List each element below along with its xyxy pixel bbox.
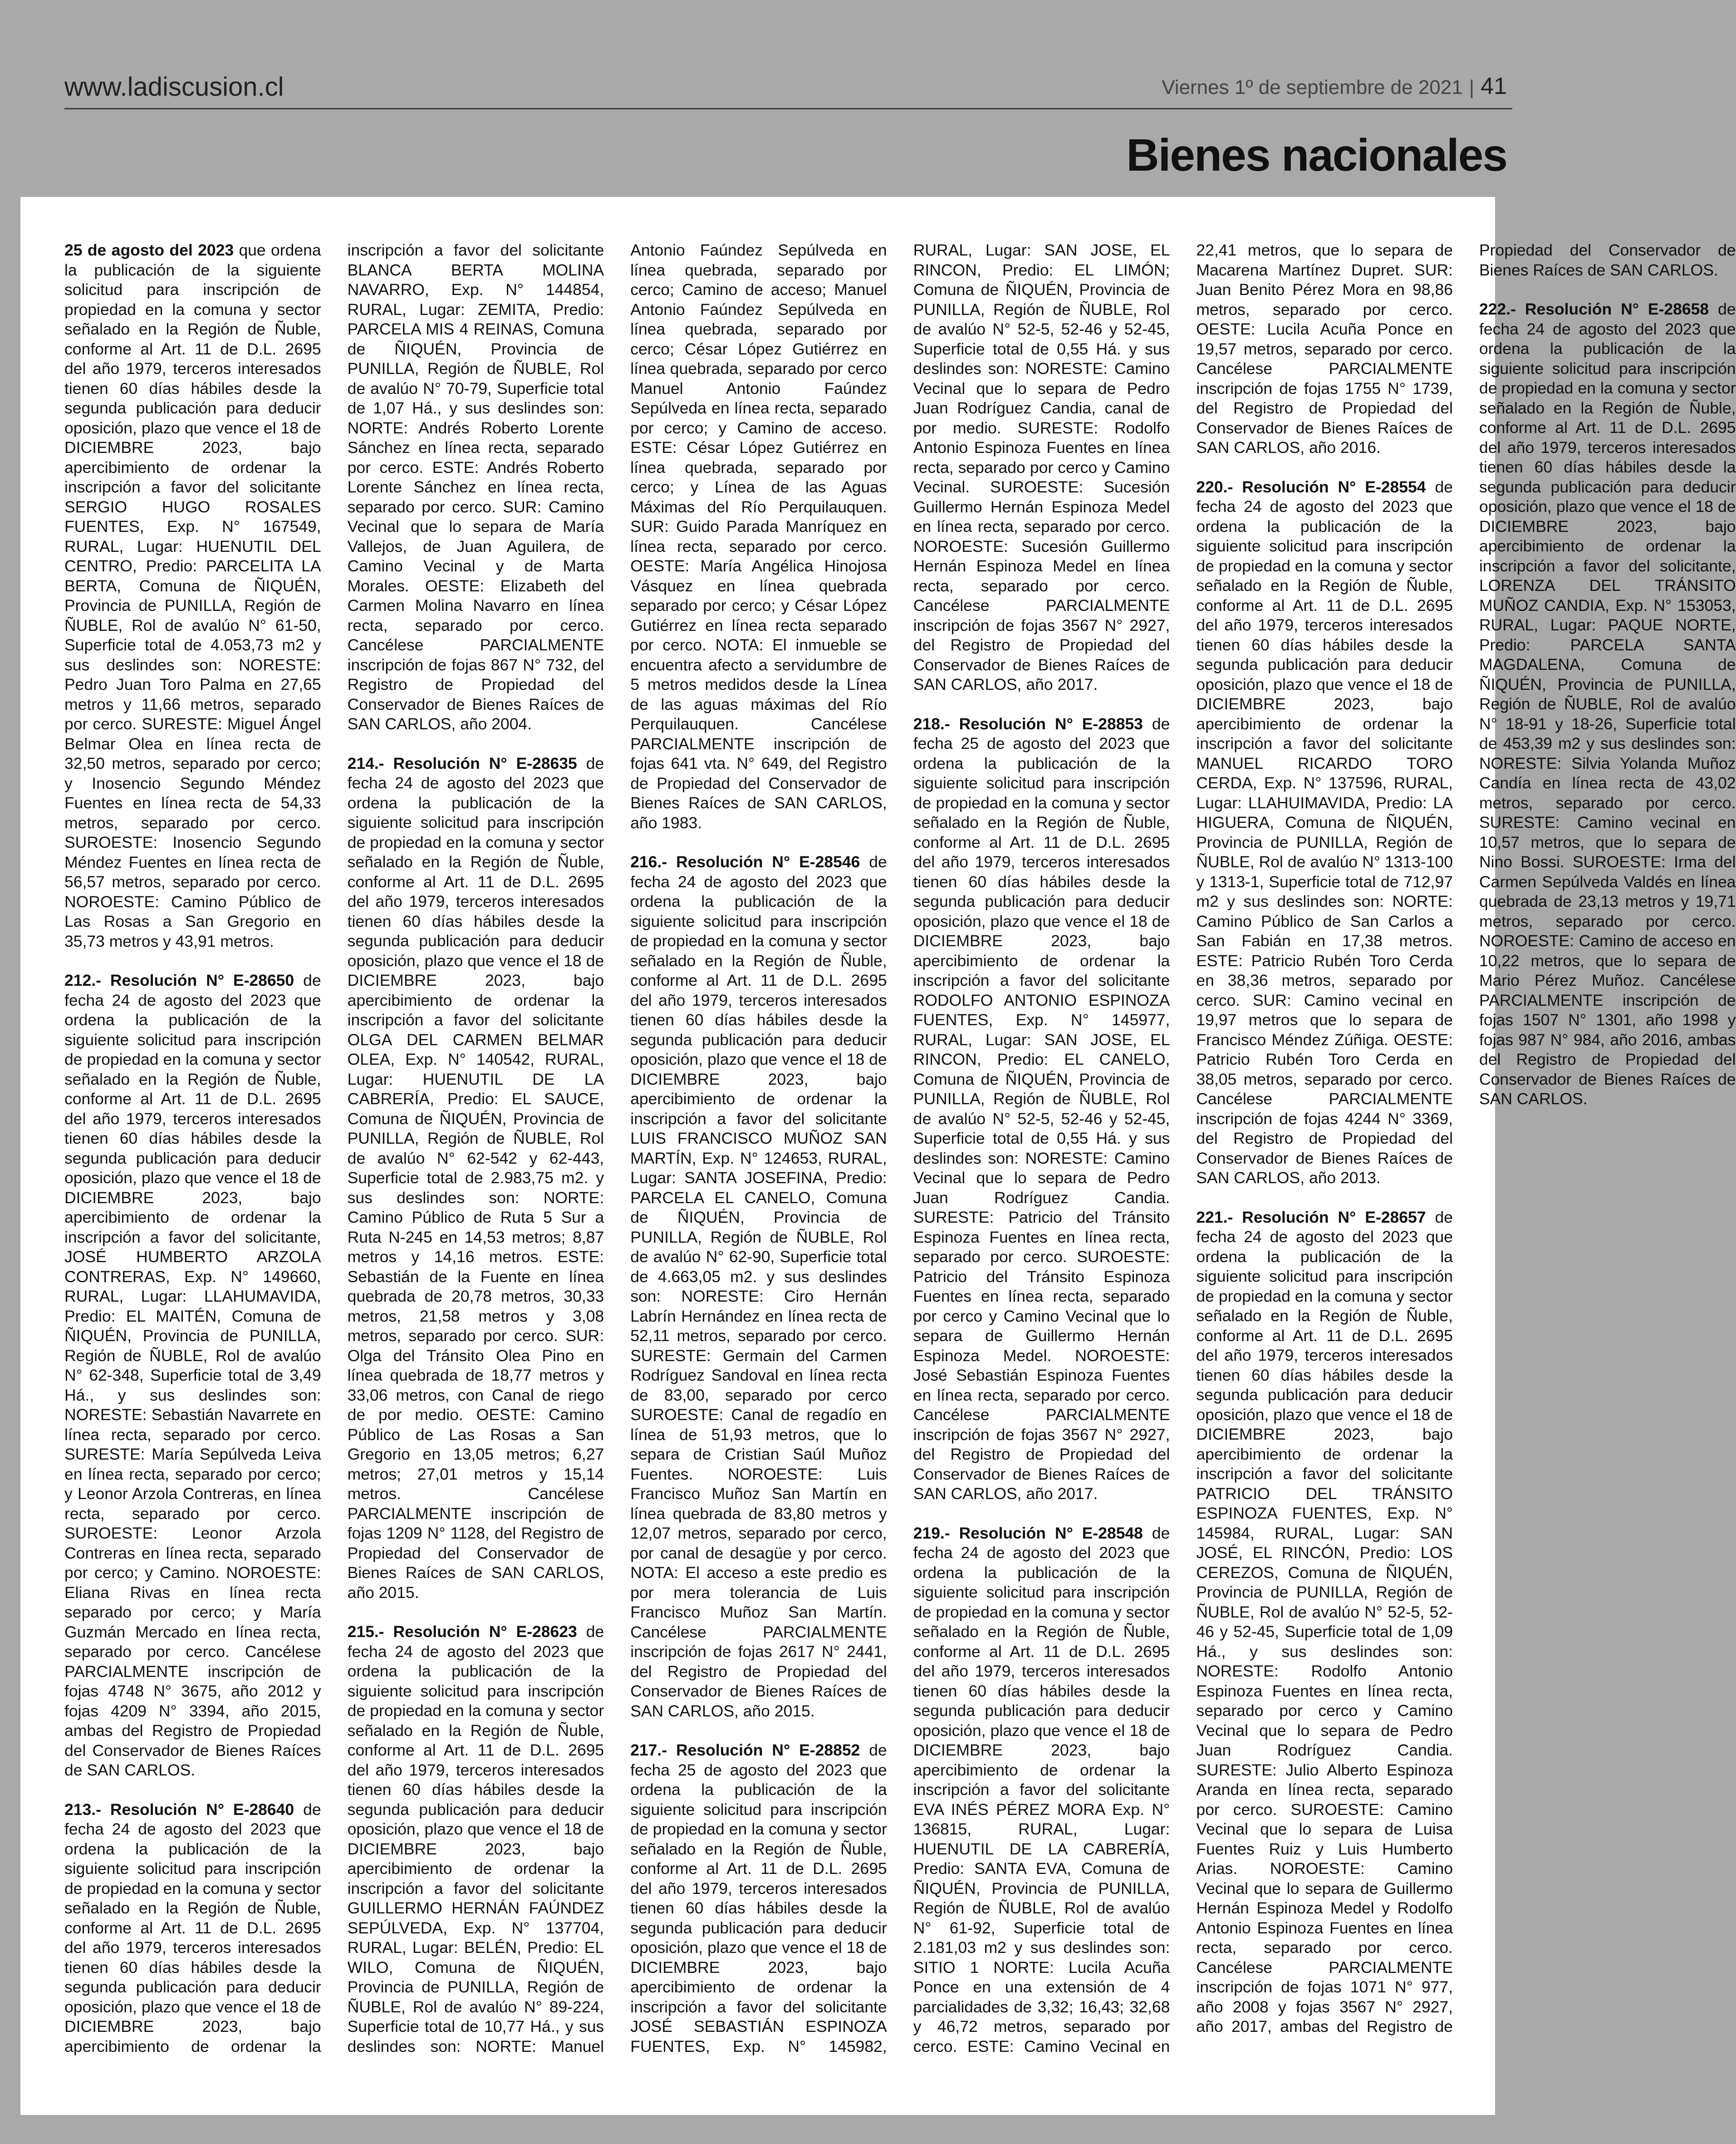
notice-entry xyxy=(348,754,604,1603)
notice-lead: 222.- Resolución N° E-28658 xyxy=(1479,300,1709,318)
notice-entry xyxy=(1479,300,1736,1109)
notice-body: de fecha 24 de agosto del 2023 que ordena la publicación de la siguiente solicitud para inscripción de propiedad en la comuna y sector señalado en la Región de Ñuble, conforme al Art. 11 de D.L. 2695 del año 1979, terceros interesados tienen 60 días hábiles desde la segunda publicación para deducir oposición, plazo que vence el 18 de DICIEMBRE 2023, bajo apercibimiento de ordenar la inscripción a favor del solicitante PATRICIO DEL TRÁNSITO ESPINOZA FUENTES, Exp. N° 145984, RURAL, Lugar: SAN JOSÉ, EL RINCÓN, Predio: LOS CEREZOS, Comuna de ÑIQUÉN, Provincia de PUNILLA, Región de ÑUBLE, Rol de avalúo N° 52-5, 52-46 y 52-45, Superficie total de 1,09 Há., y sus deslindes son: NORESTE: Rodolfo Antonio Espinoza Fuentes en línea recta, separado por cerco y Camino Vecinal que lo separa de Pedro Juan Rodríguez Candia. SURESTE: Julio Alberto Espinoza Aranda en línea recta, separado por cerco. SUROESTE: Camino Vecinal que lo separa de Luisa Fuentes Ruiz y Luis Humberto Arias. NOROESTE: Camino Vecinal que lo separa de Guillermo Hernán Espinoza Medel y Rodolfo Antonio Espinoza Fuentes en línea recta, separado por cerco. Cancélese PARCIALMENTE inscripción de fojas 1071 N° 977, año 2008 y fojas 3567 N° 2927, año 2017, ambas del Registro de Propiedad del Conservador de Bienes Raíces de SAN CARLOS. xyxy=(1196,241,1736,2036)
notice-body: de fecha 24 de agosto del 2023 que ordena la publicación de la siguiente solicitud para inscripción de propiedad en la comuna y sector señalado en la Región de Ñuble, conforme al Art. 11 de D.L. 2695 del año 1979, terceros interesados tienen 60 días hábiles desde la segunda publicación para deducir oposición, plazo que vence el 18 de DICIEMBRE 2023, bajo apercibimiento de ordenar la inscripción a favor del solicitante GUILLERMO HERNÁN FAÚNDEZ SEPÚLVEDA, Exp. N° 137704, RURAL, Lugar: BELÉN, Predio: EL WILO, Comuna de ÑIQUÉN, Provincia de PUNILLA, Región de ÑUBLE, Rol de avalúo N° 89-224, Superficie total de 10,77 Há., y sus deslindes son: NORTE: Manuel Antonio Faúndez Sepúlveda en línea quebrada, separado por cerco; Camino de acceso; Manuel Antonio Faúndez Sepúlveda en línea quebrada, separado por cerco; César López Gutiérrez en línea quebrada, separado por cerco Manuel Antonio Faúndez Sepúlveda en línea recta, separado por cerco; y Camino de acceso. ESTE: César López Gutiérrez en línea quebrada, separado por cerco; y Línea de las Aguas Máximas del Río Perquilauquen. SUR: Guido Parada Manríquez en línea recta, separado por cerco. OESTE: María Angélica Hinojosa Vásquez en línea quebrada separado por cerco; y César López Gutiérrez en línea recta separado por cerco. NOTA: El inmueble se encuentra afecto a servidumbre de 5 metros medidos desde la Línea de las aguas máximas del Río Perquilauquen. Cancélese PARCIALMENTE inscripción de fojas 641 vta. N° 649, del Registro de Propiedad del Conservador de Bienes Raíces de SAN CARLOS, año 1983. xyxy=(347,241,887,2055)
section-title: Bienes nacionales xyxy=(1126,130,1507,181)
notice-lead: 219.- Resolución N° E-28548 xyxy=(913,1524,1143,1542)
notice-body: de fecha 24 de agosto del 2023 que ordena la publicación de la siguiente solicitud para inscripción de propiedad en la comuna y sector señalado en la Región de Ñuble, conforme al Art. 11 de D.L. 2695 del año 1979, terceros interesados tienen 60 días hábiles desde la segunda publicación para deducir oposición, plazo que vence el 18 de DICIEMBRE 2023, bajo apercibimiento de ordenar la inscripción a favor del solicitante OLGA DEL CARMEN BELMAR OLEA, Exp. N° 140542, RURAL, Lugar: HUENUTIL DE LA CABRERÍA, Predio: EL SAUCE, Comuna de ÑIQUÉN, Provincia de PUNILLA, Región de ÑUBLE, Rol de avalúo N° 62-542 y 62-443, Superficie total de 2.983,75 m2. y sus deslindes son: NORTE: Camino Público de Ruta 5 Sur a Ruta N-245 en 14,53 metros; 8,87 metros y 14,16 metros. ESTE: Sebastián de la Fuente en línea quebrada de 20,78 metros, 30,33 metros, 21,58 metros y 3,08 metros, separado por cerco. SUR: Olga del Tránsito Olea Pino en línea quebrada de 18,77 metros y 33,06 metros, con Canal de riego de por medio. OESTE: Camino Público de Las Rosas a San Gregorio en 13,05 metros; 6,27 metros; 27,01 metros y 15,14 metros. Cancélese PARCIALMENTE inscripción de fojas 1209 N° 1128, del Registro de Propiedad del Conservador de Bienes Raíces de SAN CARLOS, año 2015. xyxy=(347,754,604,1602)
notice-columns xyxy=(64,241,1736,2070)
notice-body: de fecha 25 de agosto del 2023 que ordena la publicación de la siguiente solicitud para inscripción de propiedad en la comuna y sector señalado en la Región de Ñuble, conforme al Art. 11 de D.L. 2695 del año 1979, terceros interesados tienen 60 días hábiles desde la segunda publicación para deducir oposición, plazo que vence el 18 de DICIEMBRE 2023, bajo apercibimiento de ordenar la inscripción a favor del solicitante RODOLFO ANTONIO ESPINOZA FUENTES, Exp. N° 145977, RURAL, Lugar: SAN JOSE, EL RINCON, Predio: EL CANELO, Comuna de ÑIQUÉN, Provincia de PUNILLA, Región de ÑUBLE, Rol de avalúo N° 52-5, 52-46 y 52-45, Superficie total de 0,55 Há. y sus deslindes son: NORESTE: Camino Vecinal que lo separa de Pedro Juan Rodríguez Candia. SURESTE: Patricio del Tránsito Espinoza Fuentes en línea recta, separado por cerco. SUROESTE: Patricio del Tránsito Espinoza Fuentes en línea recta, separado por cerco y Camino Vecinal que lo separa de Guillermo Hernán Espinoza Medel. NOROESTE: José Sebastián Espinoza Fuentes en línea recta, separado por cerco. Cancélese PARCIALMENTE inscripción de fojas 3567 N° 2927, del Registro de Propiedad del Conservador de Bienes Raíces de SAN CARLOS, año 2017. xyxy=(913,714,1170,1503)
page-number: 41 xyxy=(1481,73,1507,99)
issue-date-line xyxy=(1162,73,1507,100)
notice-lead: 213.- Resolución N° E-28640 xyxy=(64,1800,294,1819)
notice-lead: 212.- Resolución N° E-28650 xyxy=(64,971,294,989)
notice-entry xyxy=(913,714,1170,1504)
notice-lead: 216.- Resolución N° E-28546 xyxy=(630,853,860,871)
notice-lead: 218.- Resolución N° E-28853 xyxy=(913,714,1143,733)
issue-date: Viernes 1º de septiembre de 2021 xyxy=(1162,76,1463,98)
notice-entry xyxy=(1196,477,1453,1188)
notice-body: que ordena la publicación de la siguiente solicitud para inscripción de propiedad en la comuna y sector señalado en la Región de Ñuble, conforme al Art. 11 de D.L. 2695 del año 1979, terceros interesados tienen 60 días hábiles desde la segunda publicación para deducir oposición, plazo que vence el 18 de DICIEMBRE 2023, bajo apercibimiento de ordenar la inscripción a favor del solicitante SERGIO HUGO ROSALES FUENTES, Exp. N° 167549, RURAL, Lugar: HUENUTIL DEL CENTRO, Predio: PARCELITA LA BERTA, Comuna de ÑIQUÉN, Provincia de PUNILLA, Región de ÑUBLE, Rol de avalúo N° 61-50, Superficie total de 4.053,73 m2 y sus deslindes son: NORESTE: Pedro Juan Toro Palma en 27,65 metros y 11,66 metros, separado por cerco. SURESTE: Miguel Ángel Belmar Olea en línea recta de 32,50 metros, separado por cerco; y Inosencio Segundo Méndez Fuentes en línea recta de 54,33 metros, separado por cerco. SUROESTE: Inosencio Segundo Méndez Fuentes en línea recta de 56,57 metros, separado por cerco. NOROESTE: Camino Público de Las Rosas a San Gregorio en 35,73 metros y 43,91 metros. xyxy=(64,241,321,950)
notice-body: de fecha 24 de agosto del 2023 que ordena la publicación de la siguiente solicitud para inscripción de propiedad en la comuna y sector señalado en la Región de Ñuble, conforme al Art. 11 de D.L. 2695 del año 1979, terceros interesados tienen 60 días hábiles desde la segunda publicación para deducir oposición, plazo que vence el 18 de DICIEMBRE 2023, bajo apercibimiento de ordenar la inscripción a favor del solicitante BLANCA BERTA MOLINA NAVARRO, Exp. N° 144854, RURAL, Lugar: ZEMITA, Predio: PARCELA MIS 4 REINAS, Comuna de ÑIQUÉN, Provincia de PUNILLA, Región de ÑUBLE, Rol de avalúo N° 70-79, Superficie total de 1,07 Há., y sus deslindes son: NORTE: Andrés Roberto Lorente Sánchez en línea recta, separado por cerco. ESTE: Andrés Roberto Lorente Sánchez en línea recta, separado por cerco. SUR: Camino Vecinal que lo separa de María Vallejos, de Juan Aguilera, de Camino Vecinal y de Marta Morales. OESTE: Elizabeth del Carmen Molina Navarro en línea recta, separado por cerco. Cancélese PARCIALMENTE inscripción de fojas 867 N° 732, del Registro de Propiedad del Conservador de Bienes Raíces de SAN CARLOS, año 2004. xyxy=(64,241,604,2055)
notice-entry xyxy=(64,241,321,951)
site-url: www.ladiscusion.cl xyxy=(64,72,284,102)
notice-lead: 214.- Resolución N° E-28635 xyxy=(347,754,577,772)
notice-lead: 215.- Resolución N° E-28623 xyxy=(347,1623,577,1641)
notice-body: de fecha 24 de agosto del 2023 que ordena la publicación de la siguiente solicitud para inscripción de propiedad en la comuna y sector señalado en la Región de Ñuble, conforme al Art. 11 de D.L. 2695 del año 1979, terceros interesados tienen 60 días hábiles desde la segunda publicación para deducir oposición, plazo que vence el 18 de DICIEMBRE 2023, bajo apercibimiento de ordenar la inscripción a favor del solicitante, JOSÉ HUMBERTO ARZOLA CONTRERAS, Exp. N° 149660, RURAL, Lugar: LLAHUMAVIDA, Predio: EL MAITÉN, Comuna de ÑIQUÉN, Provincia de PUNILLA, Región de ÑUBLE, Rol de avalúo N° 62-348, Superficie total de 3,49 Há., y sus deslindes son: NORESTE: Sebastián Navarrete en línea recta, separado por cerco. SURESTE: María Sepúlveda Leiva en línea recta, separado por cerco; y Leonor Arzola Contreras, en línea recta, separado por cerco. SUROESTE: Leonor Arzola Contreras en línea recta, separado por cerco; y Camino. NOROESTE: Eliana Rivas en línea recta separado por cerco; y María Guzmán Mercado en línea recta, separado por cerco. Cancélese PARCIALMENTE inscripción de fojas 4748 N° 3675, año 2012 y fojas 4209 N° 3394, año 2015, ambas del Registro de Propiedad del Conservador de Bienes Raíces de SAN CARLOS. xyxy=(64,971,321,1779)
notice-body: de fecha 24 de agosto del 2023 que ordena la publicación de la siguiente solicitud para inscripción de propiedad en la comuna y sector señalado en la Región de Ñuble, conforme al Art. 11 de D.L. 2695 del año 1979, terceros interesados tienen 60 días hábiles desde la segunda publicación para deducir oposición, plazo que vence el 18 de DICIEMBRE 2023, bajo apercibimiento de ordenar la inscripción a favor del solicitante LUIS FRANCISCO MUÑOZ SAN MARTÍN, Exp. N° 124653, RURAL, Lugar: SANTA JOSEFINA, Predio: PARCELA EL CANELO, Comuna de ÑIQUÉN, Provincia de PUNILLA, Región de ÑUBLE, Rol de avalúo N° 62-90, Superficie total de 4.663,05 m2. y sus deslindes son: NORESTE: Ciro Hernán Labrín Hernández en línea recta de 52,11 metros, separado por cerco. SURESTE: Germain del Carmen Rodríguez Sandoval en línea recta de 83,00, separado por cerco SUROESTE: Canal de regadío en línea de 51,93 metros, que lo separa de Cristian Saúl Muñoz Fuentes. NOROESTE: Luis Francisco Muñoz San Martín en línea quebrada de 83,80 metros y 12,07 metros, separado por cerco, por canal de desagüe y por cerco. NOTA: El acceso a este predio es por mera tolerancia de Luis Francisco Muñoz San Martín. Cancélese PARCIALMENTE inscripción de fojas 2617 N° 2441, del Registro de Propiedad del Conservador de Bienes Raíces de SAN CARLOS, año 2015. xyxy=(630,853,887,1720)
notice-lead: 25 de agosto del 2023 xyxy=(64,241,234,259)
notice-lead: 217.- Resolución N° E-28852 xyxy=(630,1741,860,1759)
notice-lead: 221.- Resolución N° E-28657 xyxy=(1196,1208,1426,1226)
notice-body: de fecha 25 de agosto del 2023 que ordena la publicación de la siguiente solicitud para inscripción de propiedad en la comuna y sector señalado en la Región de Ñuble, conforme al Art. 11 de D.L. 2695 del año 1979, terceros interesados tienen 60 días hábiles desde la segunda publicación para deducir oposición, plazo que vence el 18 de DICIEMBRE 2023, bajo apercibimiento de ordenar la inscripción a favor del solicitante JOSÉ SEBASTIÁN ESPINOZA FUENTES, Exp. N° 145982, RURAL, Lugar: SAN JOSE, EL RINCON, Predio: EL LIMÓN; Comuna de ÑIQUÉN, Provincia de PUNILLA, Región de ÑUBLE, Rol de avalúo N° 52-5, 52-46 y 52-45, Superficie total de 0,55 Há. y sus deslindes son: NORESTE: Camino Vecinal que lo separa de Pedro Juan Rodríguez Candia, canal de por medio. SURESTE: Rodolfo Antonio Espinoza Fuentes en línea recta, separado por cerco y Camino Vecinal. SUROESTE: Sucesión Guillermo Hernán Espinoza Medel en línea recta, separado por cerco. NOROESTE: Sucesión Guillermo Hernán Espinoza Medel en línea recta, separado por cerco. Cancélese PARCIALMENTE inscripción de fojas 3567 N° 2927, del Registro de Propiedad del Conservador de Bienes Raíces de SAN CARLOS, año 2017. xyxy=(630,241,1170,2055)
notice-entry xyxy=(64,971,321,1780)
notice-body: de fecha 24 de agosto del 2023 que ordena la publicación de la siguiente solicitud para inscripción de propiedad en la comuna y sector señalado en la Región de Ñuble, conforme al Art. 11 de D.L. 2695 del año 1979, terceros interesados tienen 60 días hábiles desde la segunda publicación para deducir oposición, plazo que vence el 18 de DICIEMBRE 2023, bajo apercibimiento de ordenar la inscripción a favor del solicitante EVA INÉS PÉREZ MORA Exp. N° 136815, RURAL, Lugar: HUENUTIL DE LA CABRERÍA, Predio: SANTA EVA, Comuna de ÑIQUÉN, Provincia de PUNILLA, Región de ÑUBLE, Rol de avalúo N° 61-92, Superficie total de 2.181,03 m2 y sus deslindes son: SITIO 1 NORTE: Lucila Acuña Ponce en una extensión de 4 parcialidades de 3,32; 16,43; 32,68 y 46,72 metros, separado por cerco. ESTE: Camino Vecinal en 22,41 metros, que lo separa de Macarena Martínez Dupret. SUR: Juan Benito Pérez Mora en 98,86 metros, separado por cerco. OESTE: Lucila Acuña Ponce en 19,57 metros, separado por cerco. Cancélese PARCIALMENTE inscripción de fojas 1755 N° 1739, del Registro de Propiedad del Conservador de Bienes Raíces de SAN CARLOS, año 2016. xyxy=(913,241,1453,2055)
notice-entry xyxy=(630,852,887,1721)
notice-body: de fecha 24 de agosto del 2023 que ordena la publicación de la siguiente solicitud para inscripción de propiedad en la comuna y sector señalado en la Región de Ñuble, conforme al Art. 11 de D.L. 2695 del año 1979, terceros interesados tienen 60 días hábiles desde la segunda publicación para deducir oposición, plazo que vence el 18 de DICIEMBRE 2023, bajo apercibimiento de ordenar la inscripción a favor del solicitante, LORENZA DEL TRÁNSITO MUÑOZ CANDIA, Exp. N° 153053, RURAL, Lugar: PAQUE NORTE, Predio: PARCELA SANTA MAGDALENA, Comuna de ÑIQUÉN, Provincia de PUNILLA, Región de ÑUBLE, Rol de avalúo N° 18-91 y 18-26, Superficie total de 453,39 m2 y sus deslindes son: NORESTE: Silvia Yolanda Muñoz Candía en línea recta de 43,02 metros, separado por cerco. SURESTE: Camino vecinal en 10,57 metros, que lo separa de Nino Bossi. SUROESTE: Irma del Carmen Sepúlveda Valdés en línea quebrada de 23,13 metros y 19,71 metros, separado por cerco. NOROESTE: Camino de acceso en 10,22 metros, que lo separa de Mario Pérez Muñoz. Cancélese PARCIALMENTE inscripción de fojas 1507 N° 1301, año 1998 y fojas 987 N° 984, año 2016, ambas del Registro de Propiedad del Conservador de Bienes Raíces de SAN CARLOS. xyxy=(1479,300,1736,1108)
header-rule xyxy=(64,108,1512,109)
separator: | xyxy=(1469,76,1475,98)
notice-body: de fecha 24 de agosto del 2023 que ordena la publicación de la siguiente solicitud para inscripción de propiedad en la comuna y sector señalado en la Región de Ñuble, conforme al Art. 11 de D.L. 2695 del año 1979, terceros interesados tienen 60 días hábiles desde la segunda publicación para deducir oposición, plazo que vence el 18 de DICIEMBRE 2023, bajo apercibimiento de ordenar la inscripción a favor del solicitante MANUEL RICARDO TORO CERDA, Exp. N° 137596, RURAL, Lugar: LLAHUIMAVIDA, Predio: LA HIGUERA, Comuna de ÑIQUÉN, Provincia de PUNILLA, Región de ÑUBLE, Rol de avalúo N° 1313-100 y 1313-1, Superficie total de 712,97 m2 y sus deslindes son: NORTE: Camino Público de San Carlos a San Fabián en 17,38 metros. ESTE: Patricio Rubén Toro Cerda en 38,36 metros, separado por cerco. SUR: Camino vecinal en 19,97 metros que lo separa de Francisco Méndez Zúñiga. OESTE: Patricio Rubén Toro Cerda en 38,05 metros, separado por cerco. Cancélese PARCIALMENTE inscripción de fojas 4244 N° 3369, del Registro de Propiedad del Conservador de Bienes Raíces de SAN CARLOS, año 2013. xyxy=(1196,477,1453,1187)
notice-lead: 220.- Resolución N° E-28554 xyxy=(1196,477,1426,496)
